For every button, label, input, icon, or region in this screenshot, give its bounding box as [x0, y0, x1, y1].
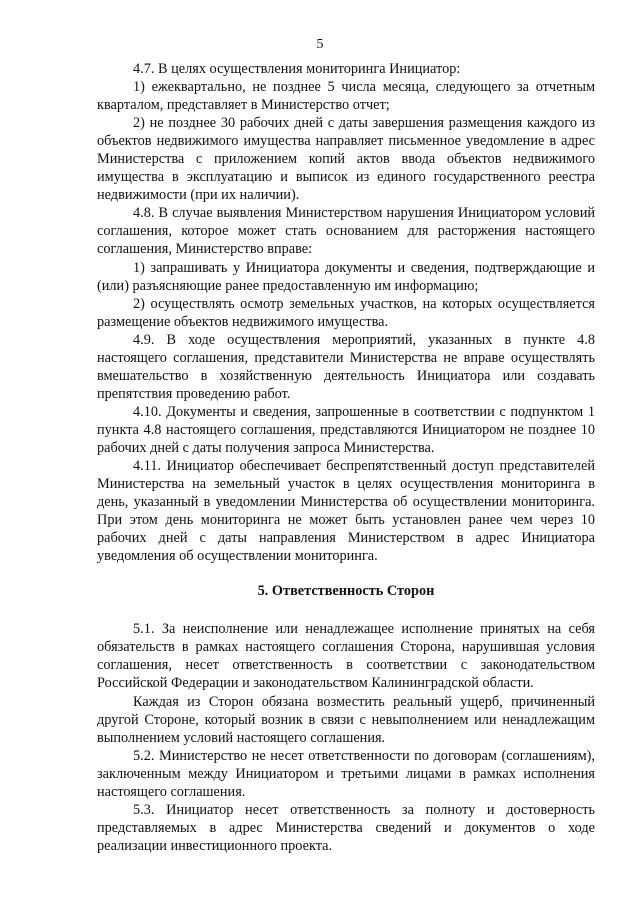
paragraph-4-8: 4.8. В случае выявления Министерством нарушения Инициатором условий соглашения, которое может стать основанием для расторжения настоящего соглашения, Министерство вправе: [97, 205, 595, 258]
section-heading: 5. Ответственность Сторон [257, 583, 435, 600]
paragraph-5-2: 5.2. Министерство не несет ответственности по договорам (соглашениям), заключенным между Инициатором и третьими лицами в рамках исполнения настоящего соглашения. [97, 747, 595, 800]
paragraph-4-8-item-2: 2) осуществлять осмотр земельных участков, на которых осуществляется размещение объектов недвижимого имущества. [97, 295, 595, 330]
paragraph-4-11: 4.11. Инициатор обеспечивает беспрепятственный доступ представителей Министерства на земельный участок в целях осуществления мониторинга в день, указанный в уведомлении Министерства об осуществлении мониторинга. При этом день мониторинга не может быть установлен ранее чем через 10 рабочих дней с даты направления Министерством в адрес Инициатора уведомления об осуществлении мониторинга. [97, 458, 595, 565]
paragraph-4-7-item-1: 1) ежеквартально, не позднее 5 числа месяца, следующего за отчетным кварталом, представляет в Министерство отчет; [97, 79, 595, 114]
paragraph-4-7: 4.7. В целях осуществления мониторинга Инициатор: [133, 61, 461, 77]
paragraph-5-1-damages: Каждая из Сторон обязана возместить реальный ущерб, причиненный другой Стороне, который возник в связи с невыполнением или ненадлежащим выполнением условий настоящего соглашения. [97, 693, 595, 746]
paragraph-4-7-item-2: 2) не позднее 30 рабочих дней с даты завершения размещения каждого из объектов недвижимого имущества направляет письменное уведомление в адрес Министерства с приложением копий актов ввода объектов недвижимого имущества в эксплуатацию и выписок из единого государственного реестра недвижимости (при их наличии). [97, 115, 595, 204]
paragraph-4-9: 4.9. В ходе осуществления мероприятий, указанных в пункте 4.8 настоящего соглашения, представители Министерства не вправе осуществлять вмешательство в хозяйственную деятельность Инициатора или создавать препятствия проведению работ. [97, 331, 595, 402]
paragraph-5-1: 5.1. За неисполнение или ненадлежащее исполнение принятых на себя обязательств в рамках настоящего соглашения Сторона, нарушившая условия соглашения, несет ответственность в соответствии с законодательством Российской Федерации и законодательством Калининградской области. [97, 621, 595, 692]
document-body [97, 60, 595, 855]
paragraph-5-3: 5.3. Инициатор несет ответственность за полноту и достоверность представляемых в адрес Министерства сведений и документов о ходе реализации инвестиционного проекта. [97, 801, 595, 854]
paragraph-4-8-item-1: 1) запрашивать у Инициатора документы и сведения, подтверждающие и (или) разъясняющие ранее предоставленную им информацию; [97, 259, 595, 294]
page-number: 5 [316, 37, 324, 52]
paragraph-4-10: 4.10. Документы и сведения, запрошенные в соответствии с подпунктом 1 пункта 4.8 настоящего соглашения, представляются Инициатором не позднее 10 рабочих дней с даты получения запроса Министерства. [97, 403, 595, 456]
